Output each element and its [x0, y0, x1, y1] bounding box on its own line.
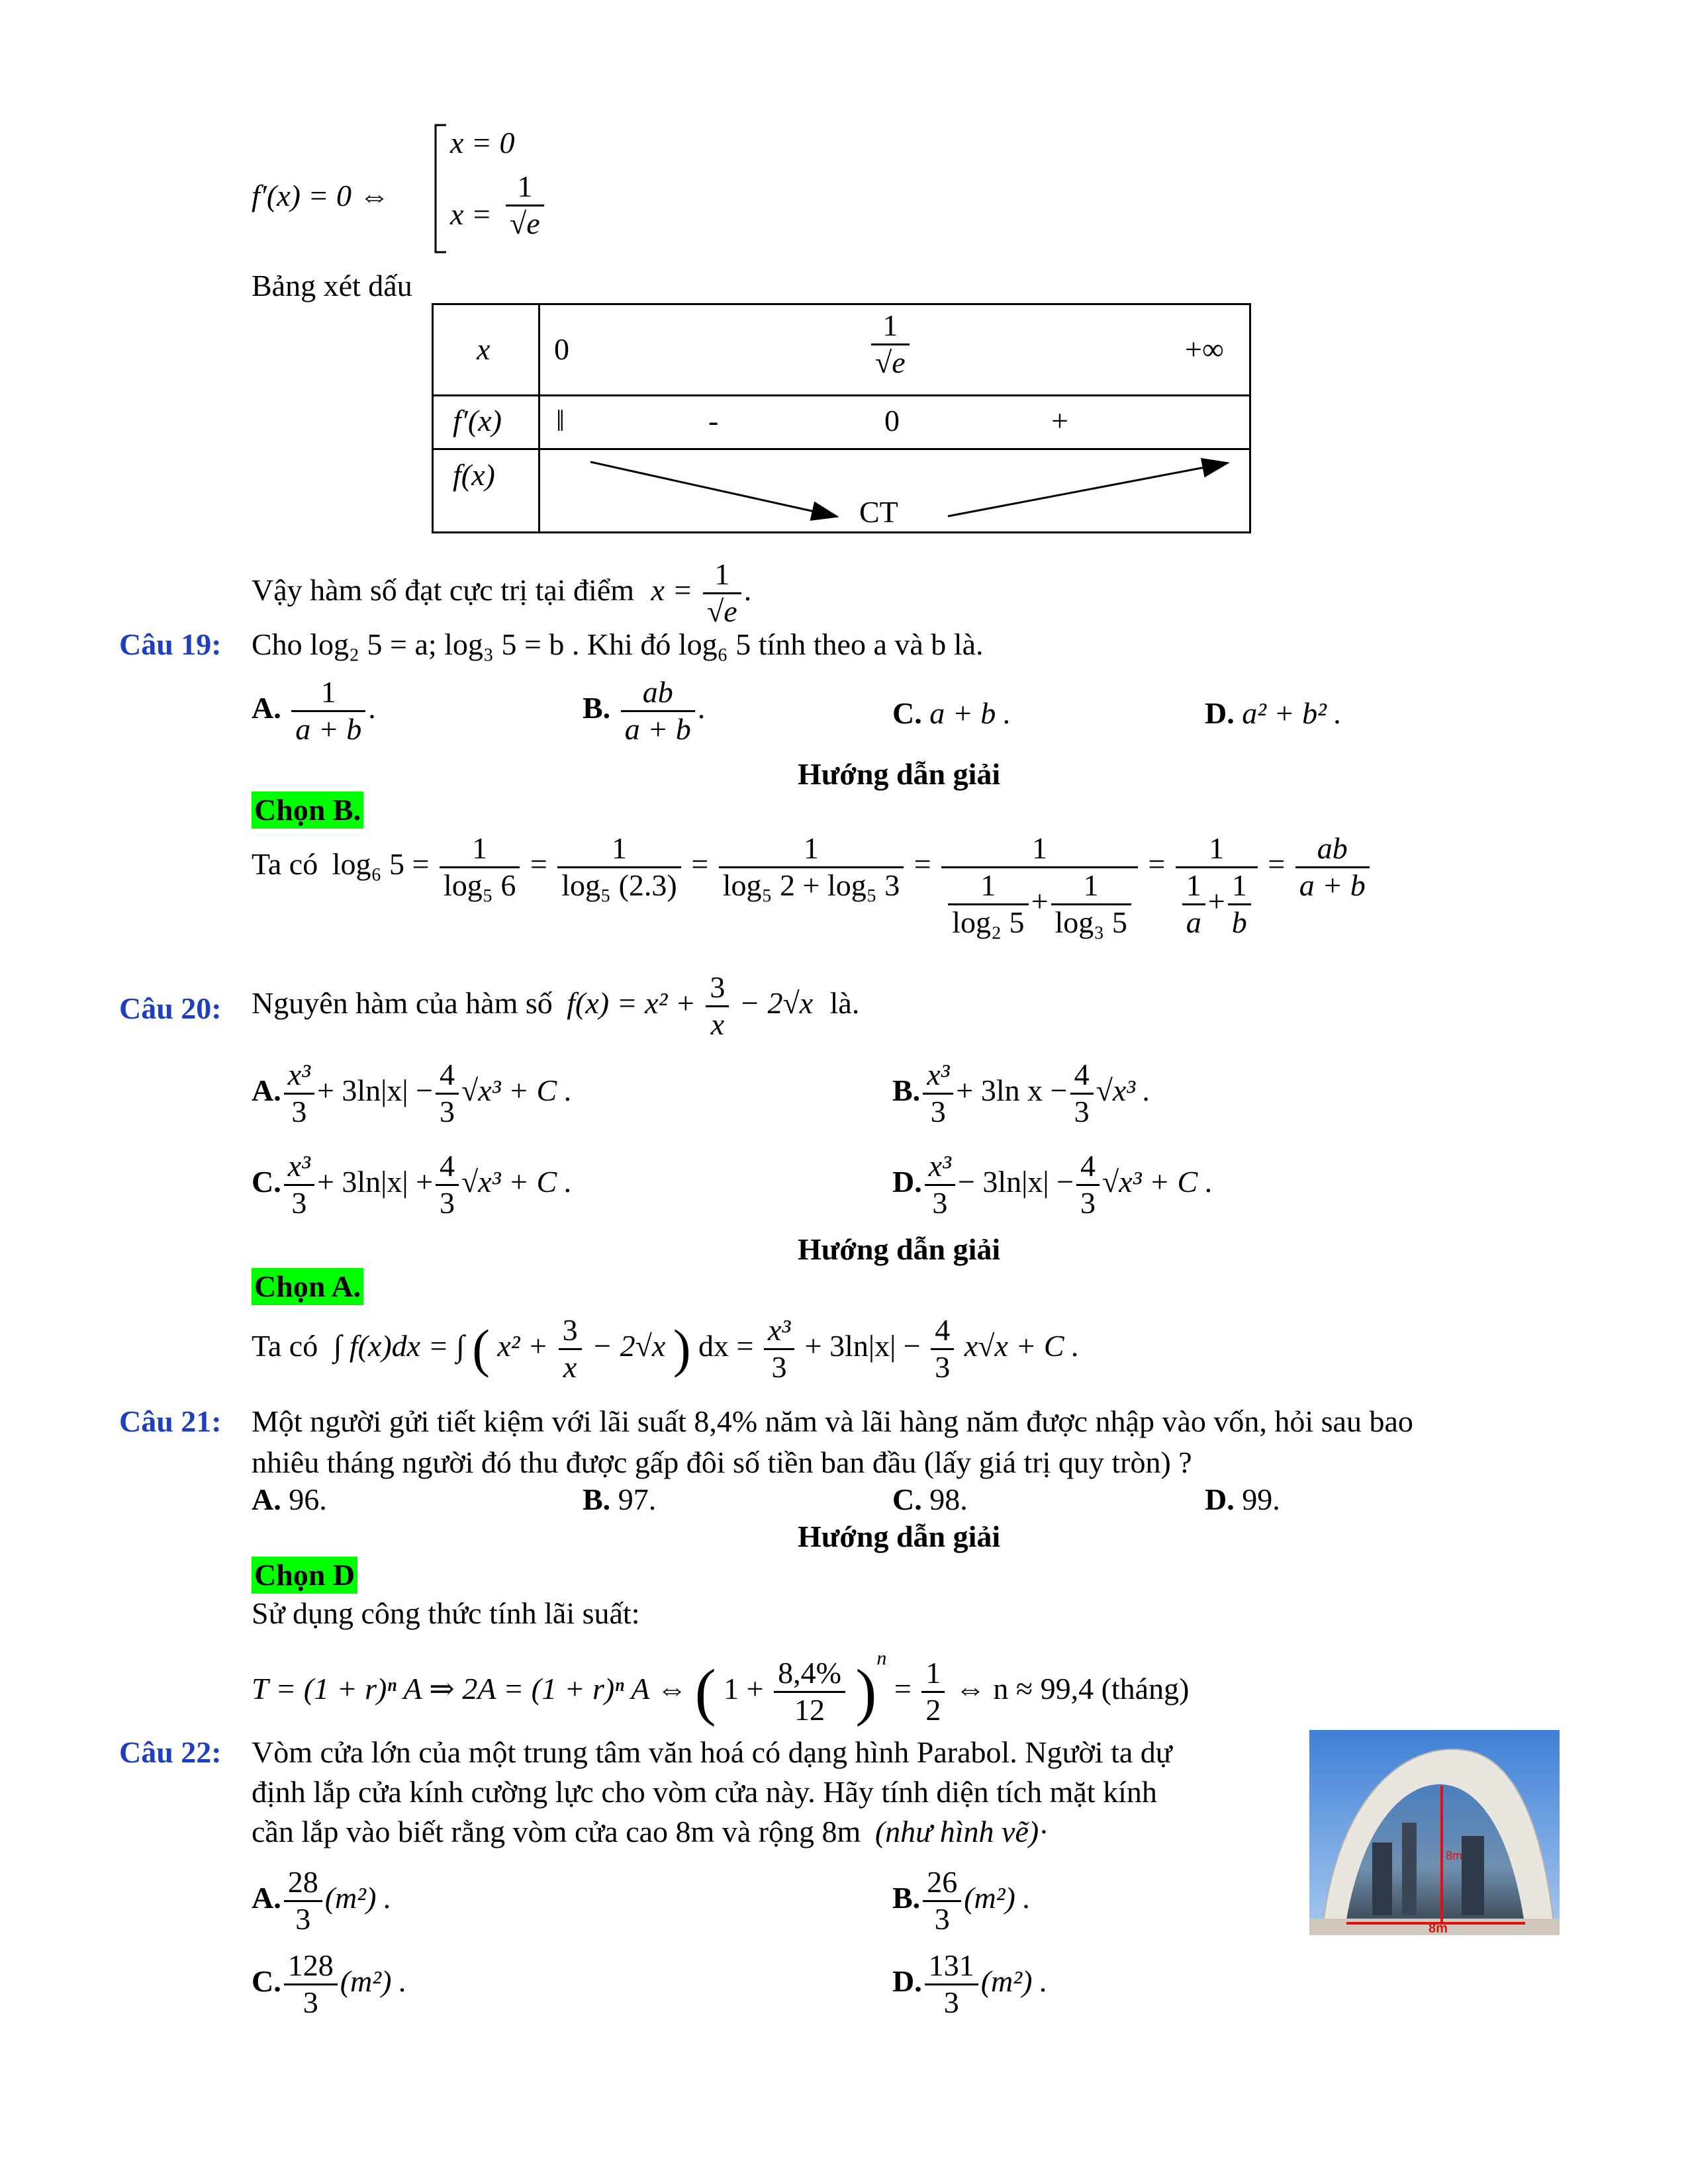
q19-text: Cho log₂ 5 = a; log₃ 5 = b . Khi đó log₆ 5 tính theo a và b là. — [252, 627, 984, 661]
cases-head: f′(x) = 0 ⇔ — [252, 179, 390, 212]
q21-option-c[interactable]: C. 98. — [892, 1482, 968, 1516]
q19-option-d[interactable]: D. a² + b² . — [1205, 696, 1342, 730]
q20-option-d[interactable]: D. $\frac{\text{x³}}{3}$ − 3ln|x| − $\frac{4}{3}$ √x³ + C . — [892, 1149, 1213, 1220]
q22-label: Câu 22: — [119, 1735, 222, 1769]
ct-label: CT — [859, 495, 898, 529]
q19-option-b[interactable]: B. $\frac{ab}{a + b}$ . — [583, 675, 706, 746]
x-start: 0 — [554, 332, 569, 366]
q21-solution-line: Sử dụng công thức tính lãi suất: — [252, 1596, 640, 1630]
q19-option-c[interactable]: C. a + b . — [892, 696, 1011, 730]
q19-chosen: Chọn B. — [252, 792, 363, 829]
conclusion: Vậy hàm số đạt cực trị tại điểm x = $\frac{1}{√e}$ . — [252, 557, 752, 628]
q21-option-a[interactable]: A. 96. — [252, 1482, 327, 1516]
q21-solution-equation: T = (1 + r)ⁿ A ⇒ 2A = (1 + r)ⁿ A ⇔ ( 1 + $\frac{8,4\%}{12}$ )$^n$ = $\frac{1}{2}$ ⇔ n ≈ 99,4 (tháng) — [252, 1647, 1190, 1727]
x-critical: $\frac{1}{√e}$ — [868, 308, 912, 381]
fprime-zero: 0 — [884, 404, 900, 437]
q22-option-a[interactable]: A. $\frac{28}{3}$ (m²) . — [252, 1865, 392, 1936]
arch-width-label: 8m — [1429, 1921, 1448, 1935]
arch-height-label: 8m — [1446, 1849, 1463, 1862]
q22-line-1: Vòm cửa lớn của một trung tâm văn hoá có dạng hình Parabol. Người ta dự — [252, 1735, 1172, 1769]
variation-arrows — [590, 455, 1233, 528]
q20-option-b[interactable]: B. $\frac{\text{x³}}{3}$ + 3ln x − $\frac{4}{3}$ √x³ . — [892, 1058, 1151, 1128]
q20-solution: Ta có ∫ f(x)dx = ∫ ( x² + $\frac{3}{x}$ − 2√x ) dx = $\frac{\text{x³}}{3}$ + 3ln|x| − $\frac{4}{3}$ x√x + C . — [252, 1313, 1080, 1384]
q20-option-a[interactable]: A. $\frac{\text{x³}}{3}$ + 3ln|x| − $\frac{4}{3}$ √x³ + C . — [252, 1058, 573, 1128]
q20-text: Nguyên hàm của hàm số f(x) = x² + $\frac{3}{x}$ − 2√x là. — [252, 970, 860, 1041]
q21-line-1: Một người gửi tiết kiệm với lãi suất 8,4% năm và lãi hàng năm được nhập vào vốn, hỏi sau bao — [252, 1404, 1413, 1438]
q21-solution-heading: Hướng dẫn giải — [798, 1520, 1001, 1553]
q19-label: Câu 19: — [119, 627, 222, 661]
q22-line-2: định lắp cửa kính cường lực cho vòm cửa này. Hãy tính diện tích mặt kính — [252, 1775, 1157, 1809]
row-label-f: f(x) — [453, 458, 495, 492]
q21-chosen: Chọn D — [252, 1557, 357, 1594]
case-2-lhs: x = — [450, 197, 492, 231]
q21-option-d[interactable]: D. 99. — [1205, 1482, 1280, 1516]
q19-solution: Ta có log₆ 5 = $\frac{1}{\text{log₅ 6}}$ = $\frac{1}{\text{log₅ (2.3)}}$ = $\frac{1}{\text{log₅ 2 + log₅ 3}}$ = 1 $\frac{1}{\text{log₂ 5}}$ + $\frac{1}{\text{log₃ 5}}$ = 1 $\frac{1}{a}$ + $\frac{1}{b}$ = $\frac{ab}{a + b}$ — [252, 831, 1372, 940]
q19-option-a[interactable]: A. $\frac{1}{a + b}$ . — [252, 675, 376, 746]
cases-bracket — [430, 122, 450, 255]
q21-option-b[interactable]: B. 97. — [583, 1482, 657, 1516]
q22-line-3: cần lắp vào biết rằng vòm cửa cao 8m và rộng 8m (như hình vẽ)· — [252, 1815, 1049, 1848]
arch-photo — [1309, 1730, 1560, 1935]
fprime-undefined: ‖ — [556, 404, 565, 437]
q20-solution-heading: Hướng dẫn giải — [798, 1232, 1001, 1266]
sign-table-title: Bảng xét dấu — [252, 269, 412, 302]
case-2-fraction: $\frac{1}{√e}$ — [503, 169, 547, 242]
q21-line-2: nhiêu tháng người đó thu được gấp đôi số tiền ban đầu (lấy giá trị quy tròn) ? — [252, 1445, 1192, 1479]
q22-option-c[interactable]: C. $\frac{128}{3}$ (m²) . — [252, 1948, 407, 2019]
x-end: +∞ — [1185, 332, 1224, 366]
row-label-fprime: f′(x) — [453, 404, 502, 437]
q20-label: Câu 20: — [119, 991, 222, 1025]
q20-chosen: Chọn A. — [252, 1268, 363, 1305]
fprime-plus: + — [1051, 404, 1068, 437]
sign-table — [432, 303, 1251, 533]
fprime-minus: - — [708, 404, 719, 437]
row-label-x: x — [477, 332, 491, 366]
q21-label: Câu 21: — [119, 1404, 222, 1438]
q20-option-c[interactable]: C. $\frac{\text{x³}}{3}$ + 3ln|x| + $\frac{4}{3}$ √x³ + C . — [252, 1149, 573, 1220]
q22-option-b[interactable]: B. $\frac{26}{3}$ (m²) . — [892, 1865, 1031, 1936]
q19-solution-heading: Hướng dẫn giải — [798, 757, 1001, 791]
case-1: x = 0 — [450, 126, 515, 159]
q22-option-d[interactable]: D. $\frac{131}{3}$ (m²) . — [892, 1948, 1048, 2019]
